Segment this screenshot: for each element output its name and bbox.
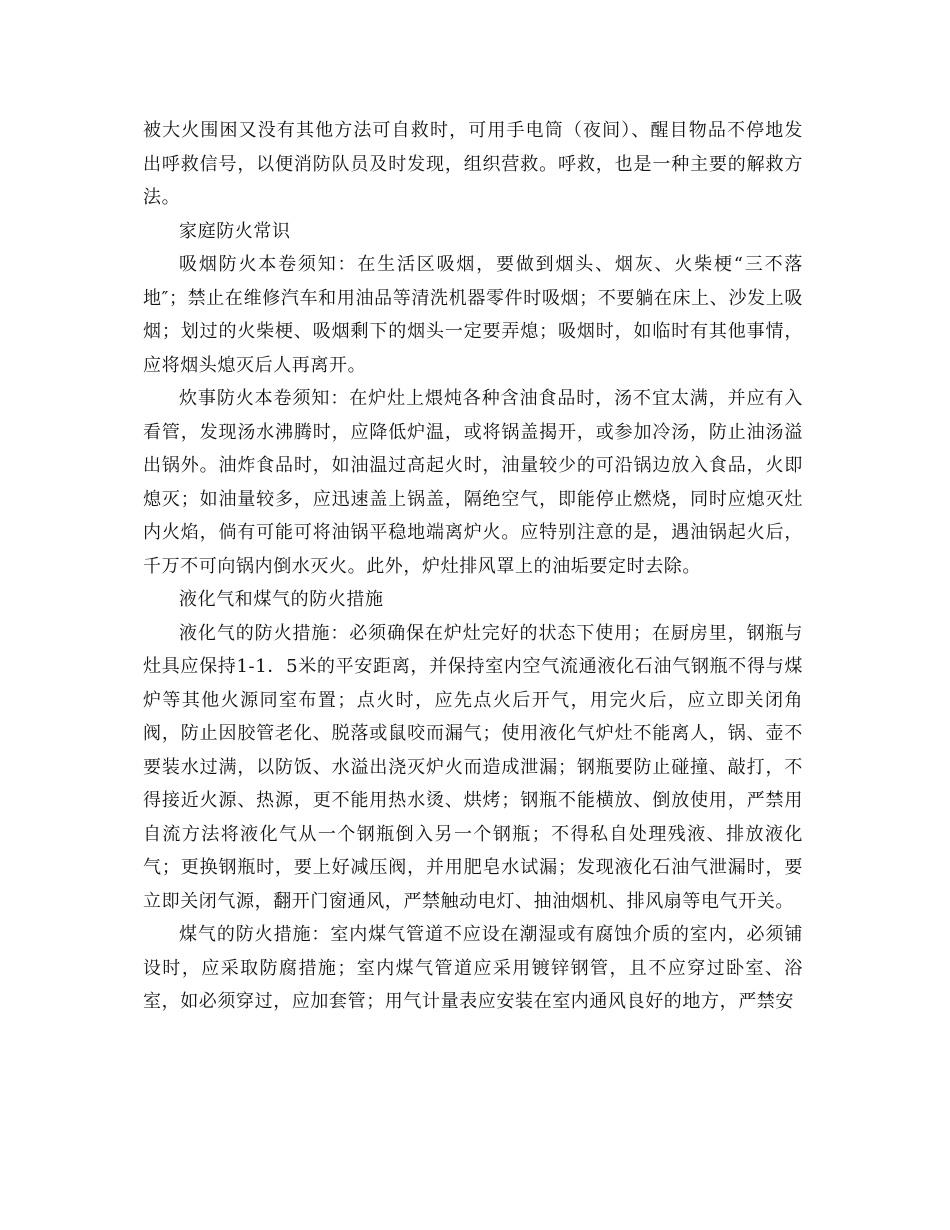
paragraph-self-rescue-signal: 被大火围困又没有其他方法可自救时，可用手电筒（夜间）、醒目物品不停地发出呼救信号，以便消防队员及时发现，组织营救。呼救，也是一种主要的解救方法。 (143, 120, 803, 208)
document-body (143, 114, 803, 1019)
paragraph-cooking-fire-safety: 炊事防火本卷须知：在炉灶上煨炖各种含油食品时，汤不宜太满，并应有入看管，发现汤水沸腾时，应降低炉温，或将锅盖揭开，或参加冷汤，防止油汤溢出锅外。油炸食品时，如油温过高起火时，油量较少的可沿锅边放入食品，火即熄灭；如油量较多，应迅速盖上锅盖，隔绝空气，即能停止燃烧，同时应熄灭灶内火焰，倘有可能可将油锅平稳地端离炉火。应特别注意的是，遇油锅起火后，千万不可向锅内倒水灭火。此外，炉灶排风罩上的油垢要定时去除。 (143, 388, 803, 577)
paragraph-lpg-measures: 液化气的防火措施：必须确保在炉灶完好的状态下使用；在厨房里，钢瓶与灶具应保持1-1．5米的平安距离，并保持室内空气流通液化石油气钢瓶不得与煤炉等其他火源同室布置；点火时，应先点火后开气，用完火后，应立即关闭角阀，防止因胶管老化、脱落或鼠咬而漏气；使用液化气炉灶不能离人，锅、壶不要装水过满，以防饭、水溢出浇灭炉火而造成泄漏；钢瓶要防止碰撞、敲打，不得接近火源、热源，更不能用热水烫、烘烤；钢瓶不能横放、倒放使用，严禁用自流方法将液化气从一个钢瓶倒入另一个钢瓶；不得私自处理残液、排放液化气；更换钢瓶时，要上好减压阀，并用肥皂水试漏；发现液化石油气泄漏时，要立即关闭气源，翻开门窗通风，严禁触动电灯、抽油烟机、排风扇等电气开关。 (143, 622, 803, 912)
heading-lpg-and-gas-measures: 液化气和煤气的防火措施 (179, 589, 384, 610)
heading-home-fire-safety: 家庭防火常识 (179, 220, 291, 242)
paragraph-smoking-fire-safety: 吸烟防火本卷须知：在生活区吸烟，要做到烟头、烟灰、火柴梗“三不落地″；禁止在维修汽车和用油品等清洗机器零件时吸烟；不要躺在床上、沙发上吸烟；划过的火柴梗、吸烟剩下的烟头一定要弄熄；吸烟时，如临时有其他事情，应将烟头熄灭后人再离开。 (143, 254, 803, 376)
paragraph-coal-gas-measures: 煤气的防火措施：室内煤气管道不应设在潮湿或有腐蚀介质的室内，必须铺设时，应采取防腐措施；室内煤气管道应采用镀锌钢管，且不应穿过卧室、浴室，如必须穿过，应加套管；用气计量表应安装在室内通风良好的地方，严禁安 (143, 924, 803, 1012)
